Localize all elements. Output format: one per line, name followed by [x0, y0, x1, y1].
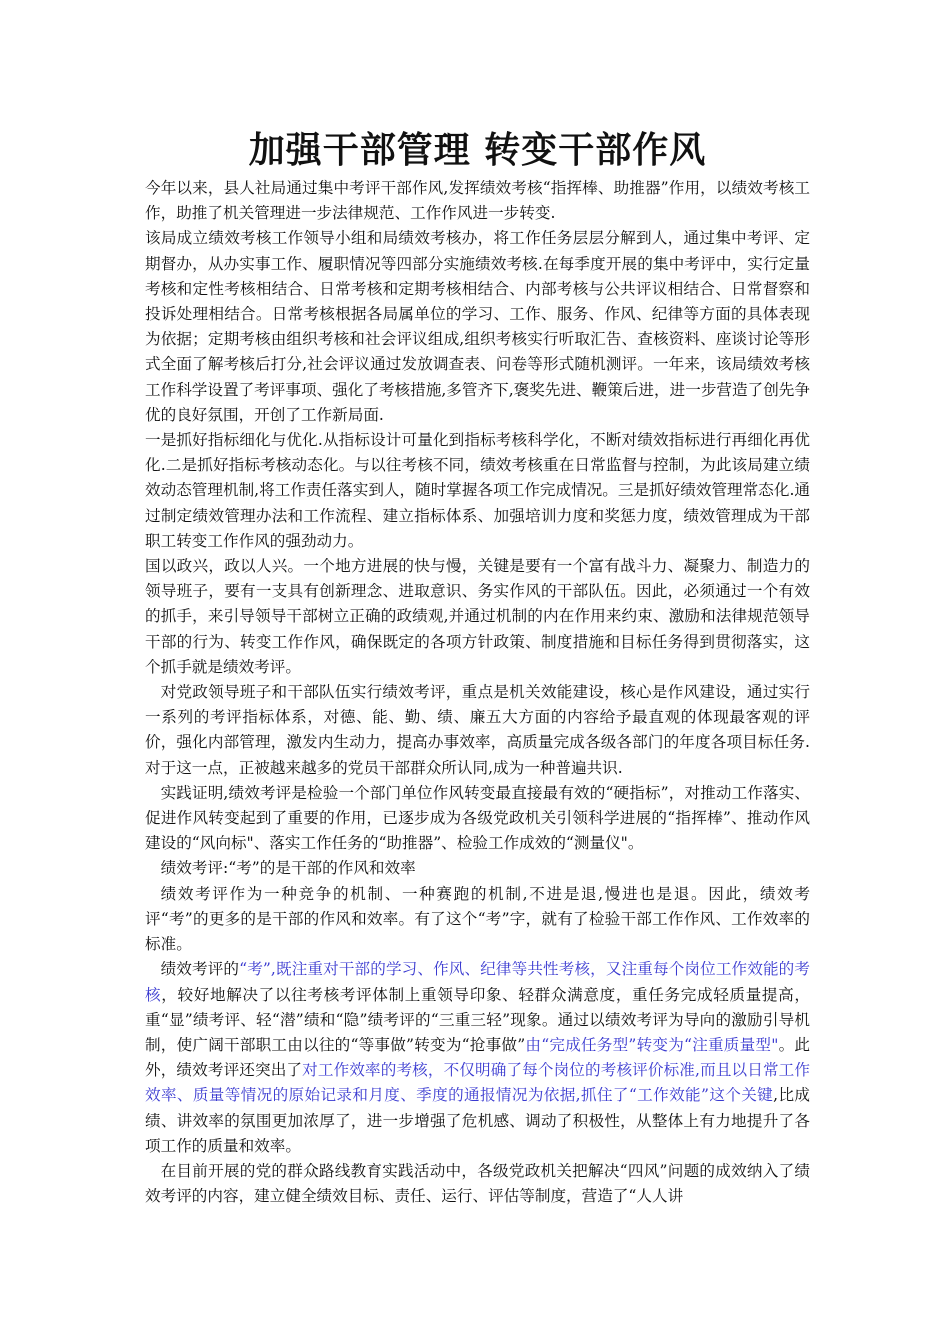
- paragraph-text: 对党政领导班子和干部队伍实行绩效考评，重点是机关效能建设，核心是作风建设，通过实行一系列的考评指标体系，对德、能、勤、绩、廉五大方面的内容给予最直观的体现最客观的评价，强化内部管理，激发内生动力，提高办事效率，高质量完成各级各部门的年度各项目标任务.对于这一点，正被越来越多的党员干部群众所认同,成为一种普遍共识.: [145, 683, 810, 777]
- highlighted-text: 由“完成任务型”转变为“注重质量型": [525, 1035, 779, 1054]
- highlighted-text: 对工作效率的考核，不仅明确了每个岗位的考核评价标准,而且以日常工作效率、质量等情况的原始记录和月度、季度的通报情况为依据,抓住了“工作效能”这个关键: [145, 1061, 810, 1105]
- paragraph-text: 绩效考评:“考”的是干部的作风和效率: [160, 859, 416, 878]
- paragraph-text: 。此外，绩效考评还突出了: [145, 1035, 810, 1080]
- document-body: [145, 176, 810, 1209]
- paragraph-text: 绩效考评作为一种竞争的机制、一种赛跑的机制,不进是退,慢进也是退。因此，绩效考评“考”的更多的是干部的作风和效率。有了这个“考”字，就有了检验干部工作作风、工作效率的标准。: [145, 884, 810, 954]
- paragraph: [145, 554, 810, 680]
- paragraph-text: 实践证明,绩效考评是检验一个部门单位作风转变最直接最有效的“硬指标”，对推动工作落实、促进作风转变起到了重要的作用，已逐步成为各级党政机关引领科学进展的“指挥棒”、推动作风建设的“风向标"、落实工作任务的“助推器”、检验工作成效的“测量仪"。: [145, 783, 810, 853]
- paragraph-text: 今年以来，县人社局通过集中考评干部作风,发挥绩效考核“指挥棒、助推器”作用，以绩效考核工作，助推了机关管理进一步法律规范、工作作风进一步转变.: [145, 179, 810, 223]
- paragraph-text: 在目前开展的党的群众路线教育实践活动中，各级党政机关把解决“四风”问题的成效纳入了绩效考评的内容，建立健全绩效目标、责任、运行、评估等制度，营造了“人人讲: [145, 1161, 810, 1206]
- paragraph-text: 该局成立绩效考核工作领导小组和局绩效考核办，将工作任务层层分解到人，通过集中考评、定期督办，从办实事工作、履职情况等四部分实施绩效考核.在每季度开展的集中考评中，实行定量考核和定性考核相结合、日常考核和定期考核相结合、内部考核与公共评议相结合、日常督察和投诉处理相结合。日常考核根据各局属单位的学习、工作、服务、作风、纪律等方面的具体表现为依据；定期考核由组织考核和社会评议组成,组织考核实行听取汇告、查核资料、座谈讨论等形式全面了解考核后打分,社会评议通过发放调查表、问卷等形式随机测评。一年来，该局绩效考核工作科学设置了考评事项、强化了考核措施,多管齐下,褒奖先进、鞭策后进，进一步营造了创先争优的良好氛围，开创了工作新局面.: [145, 229, 810, 424]
- paragraph: [145, 882, 810, 958]
- paragraph-text: 国以政兴，政以人兴。一个地方进展的快与慢，关键是要有一个富有战斗力、凝聚力、制造力的领导班子，要有一支具有创新理念、进取意识、务实作风的干部队伍。因此，必须通过一个有效的抓手，来引导领导干部树立正确的政绩观,并通过机制的内在作用来约束、激励和法律规范领导干部的行为、转变工作作风，确保既定的各项方针政策、制度措施和目标任务得到贯彻落实，这个抓手就是绩效考评。: [145, 557, 810, 676]
- paragraph: [145, 1159, 810, 1209]
- paragraph: [145, 856, 810, 881]
- paragraph-text: 一是抓好指标细化与优化.从指标设计可量化到指标考核科学化，不断对绩效指标进行再细化再优化.二是抓好指标考核动态化。与以往考核不同，绩效考核重在日常监督与控制，为此该局建立绩效动态管理机制,将工作责任落实到人，随时掌握各项工作完成情况。三是抓好绩效管理常态化.通过制定绩效管理办法和工作流程、建立指标体系、加强培训力度和奖惩力度，绩效管理成为干部职工转变工作作风的强劲动力。: [145, 431, 810, 550]
- paragraph-text: 绩效考评的: [160, 960, 240, 979]
- paragraph-text: ,比成绩、讲效率的氛围更加浓厚了，进一步增强了危机感、调动了积极性，从整体上有力地提升了各项工作的质量和效率。: [145, 1086, 810, 1155]
- paragraph: [145, 957, 810, 1159]
- paragraph: [145, 680, 810, 781]
- paragraph: [145, 428, 810, 554]
- highlighted-text: “考”,既注重对干部的学习、作风、纪律等共性考核，又注重每个岗位工作效能的考核: [145, 960, 810, 1004]
- document-title: 加强干部管理 转变干部作风: [248, 129, 707, 171]
- paragraph-text: ，较好地解决了以往考核考评体制上重领导印象、轻群众满意度，重任务完成轻质量提高，重“显”绩考评、轻“潜”绩和“隐”绩考评的“三重三轻”现象。通过以绩效考评为导向的激励引导机制，使广阔干部职工由以往的“等事做”转变为“抢事做”: [145, 985, 810, 1054]
- paragraph: [145, 176, 810, 226]
- paragraph: [145, 781, 810, 857]
- paragraph: [145, 226, 810, 428]
